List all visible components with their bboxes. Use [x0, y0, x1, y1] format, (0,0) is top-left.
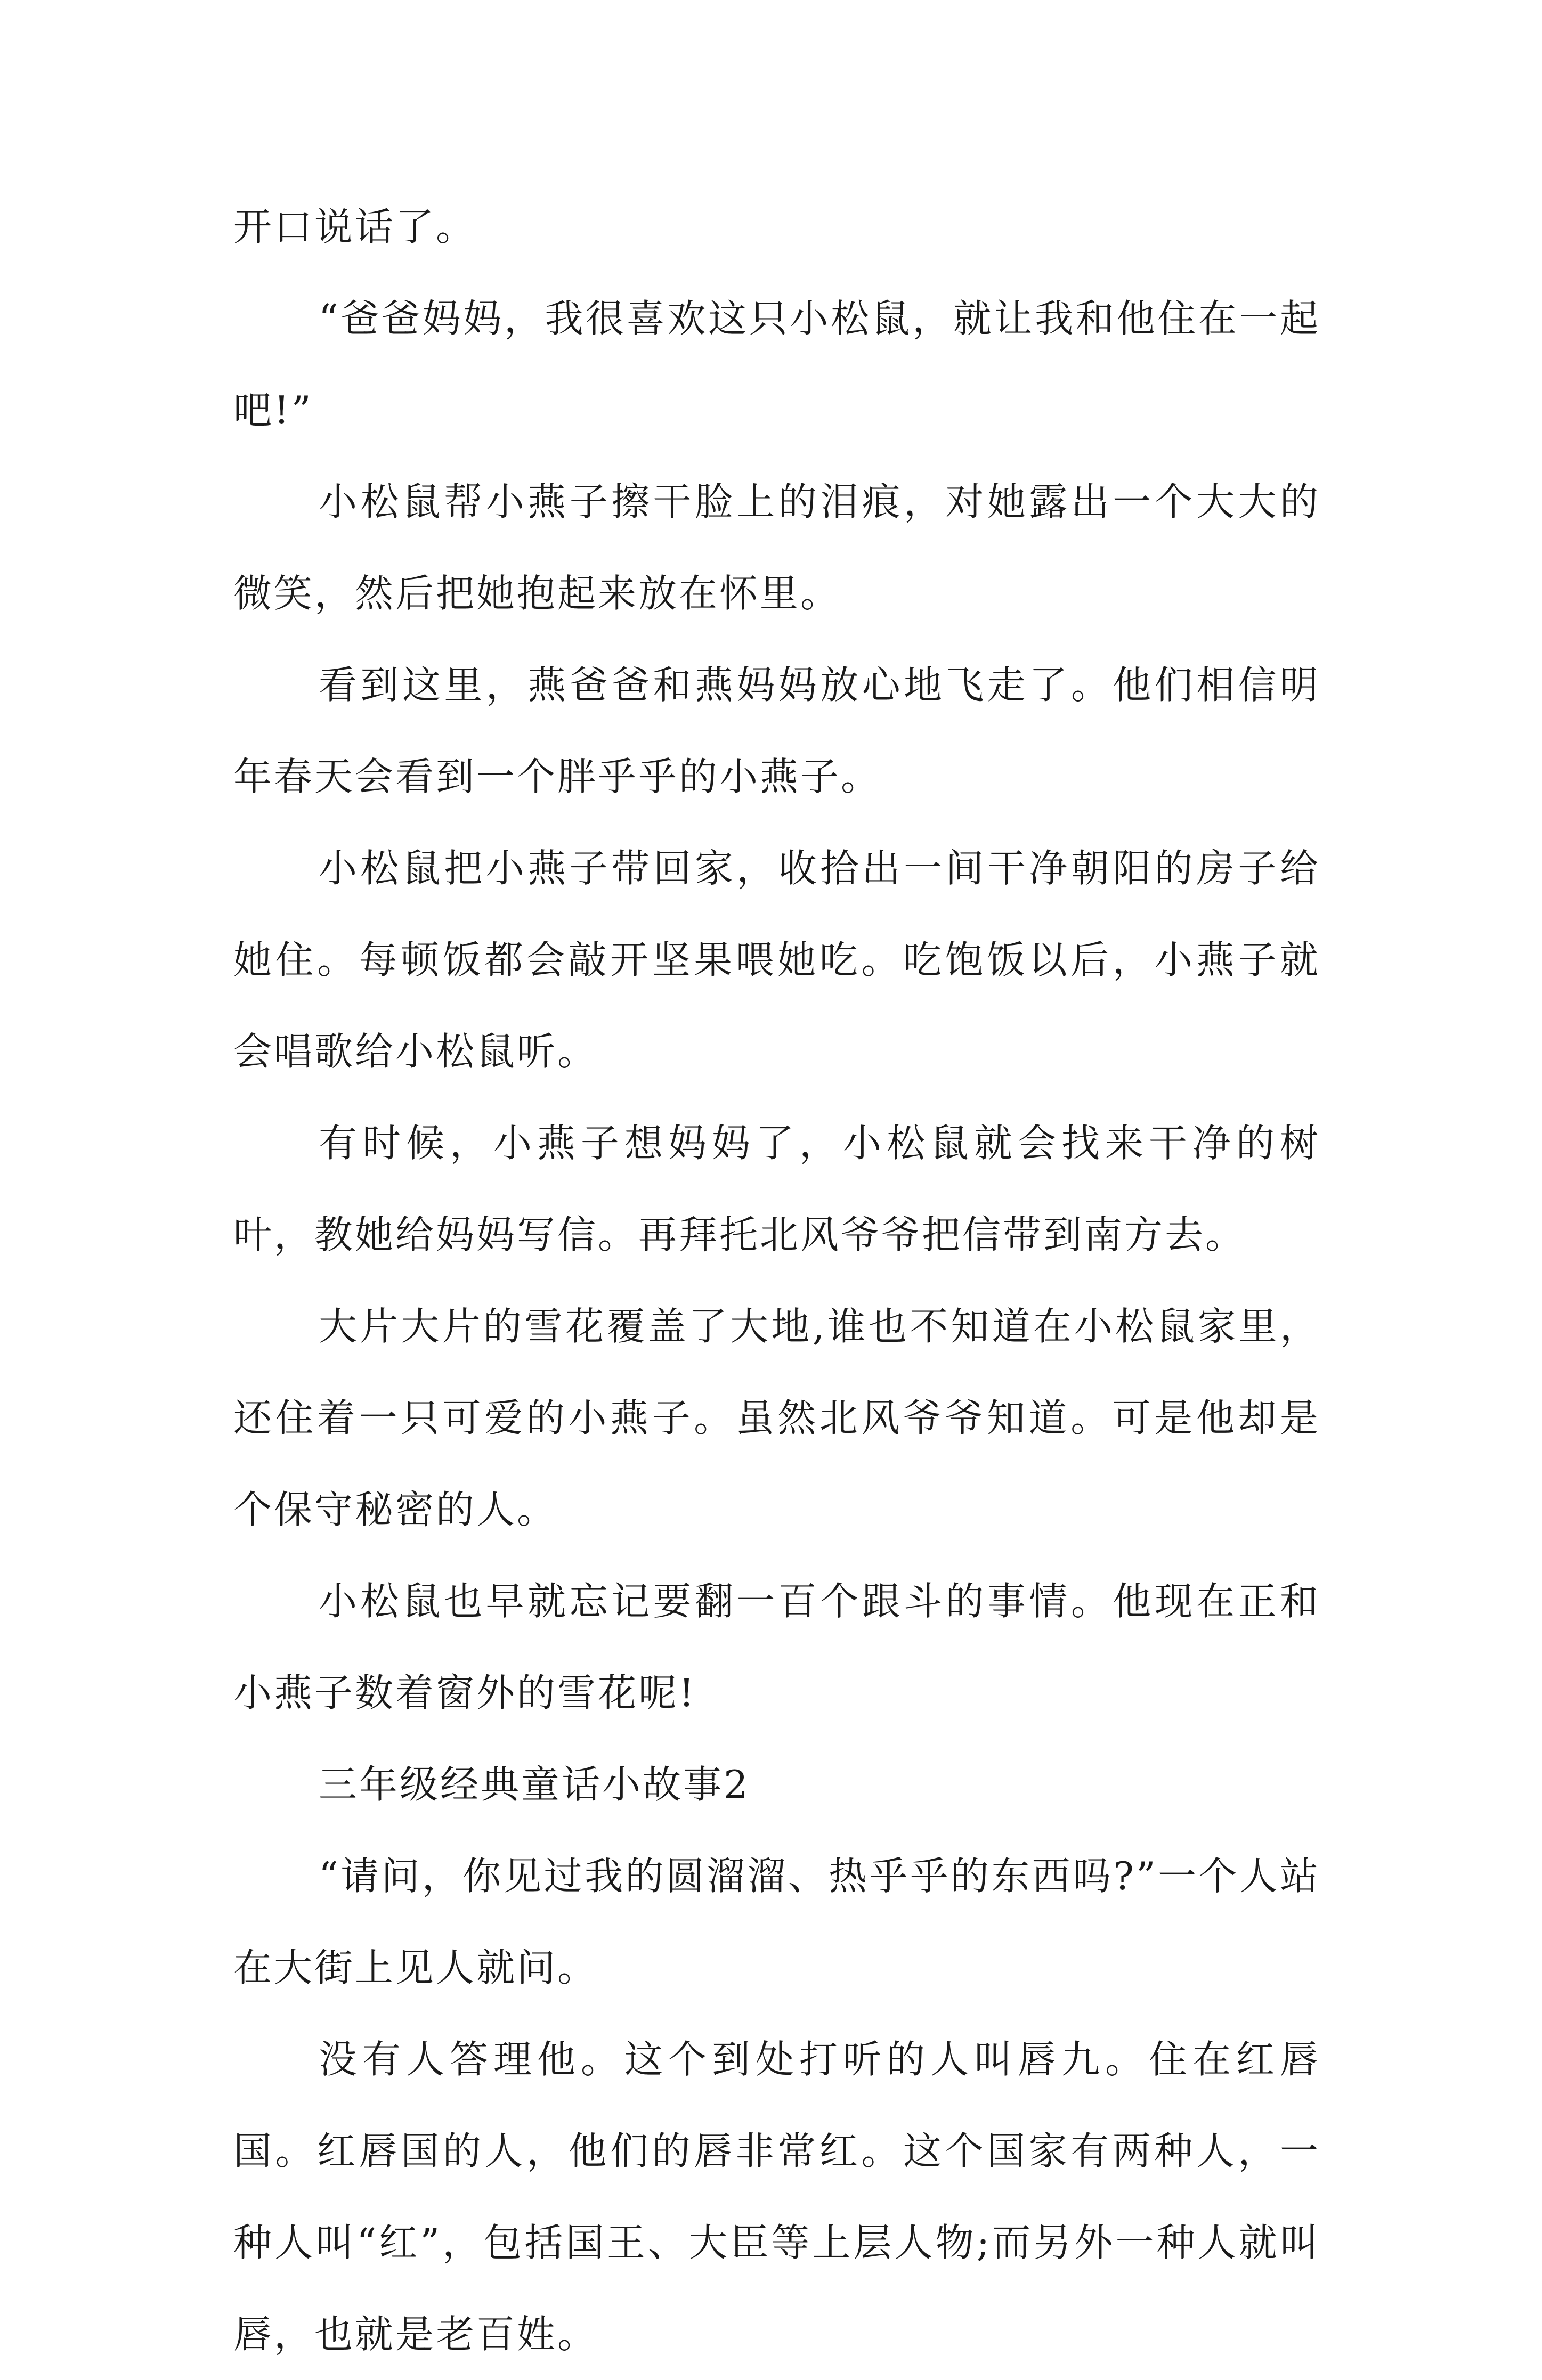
paragraph: 小松鼠帮小燕子擦干脸上的泪痕，对她露出一个大大的微笑，然后把她抱起来放在怀里。 [233, 479, 1320, 616]
section-heading: 三年级经典童话小故事2 [319, 1762, 750, 1807]
document-body [233, 181, 1320, 2380]
paragraph: “爸爸妈妈，我很喜欢这只小松鼠，就让我和他住在一起吧!” [233, 296, 1320, 433]
paragraph: 开口说话了。 [233, 205, 477, 249]
paragraph: 有时候，小燕子想妈妈了，小松鼠就会找来干净的树叶，教她给妈妈写信。再拜托北风爷爷把信带到南方去。 [233, 1121, 1320, 1257]
paragraph: 小松鼠把小燕子带回家，收拾出一间干净朝阳的房子给她住。每顿饭都会敲开坚果喂她吃。吃饱饭以后，小燕子就会唱歌给小松鼠听。 [233, 846, 1320, 1074]
paragraph: 大片大片的雪花覆盖了大地,谁也不知道在小松鼠家里，还住着一只可爱的小燕子。虽然北风爷爷知道。可是他却是个保守秘密的人。 [233, 1304, 1320, 1532]
paragraph: “请问，你见过我的圆溜溜、热乎乎的东西吗?”一个人站在大街上见人就问。 [233, 1854, 1320, 1990]
paragraph: 看到这里，燕爸爸和燕妈妈放心地飞走了。他们相信明年春天会看到一个胖乎乎的小燕子。 [233, 663, 1320, 799]
paragraph: 没有人答理他。这个到处打听的人叫唇九。住在红唇国。红唇国的人，他们的唇非常红。这个国家有两种人，一种人叫“红”，包括国王、大臣等上层人物;而另外一种人就叫唇，也就是老百姓。 [233, 2037, 1320, 2357]
paragraph: 小松鼠也早就忘记要翻一百个跟斗的事情。他现在正和小燕子数着窗外的雪花呢! [233, 1579, 1320, 1715]
